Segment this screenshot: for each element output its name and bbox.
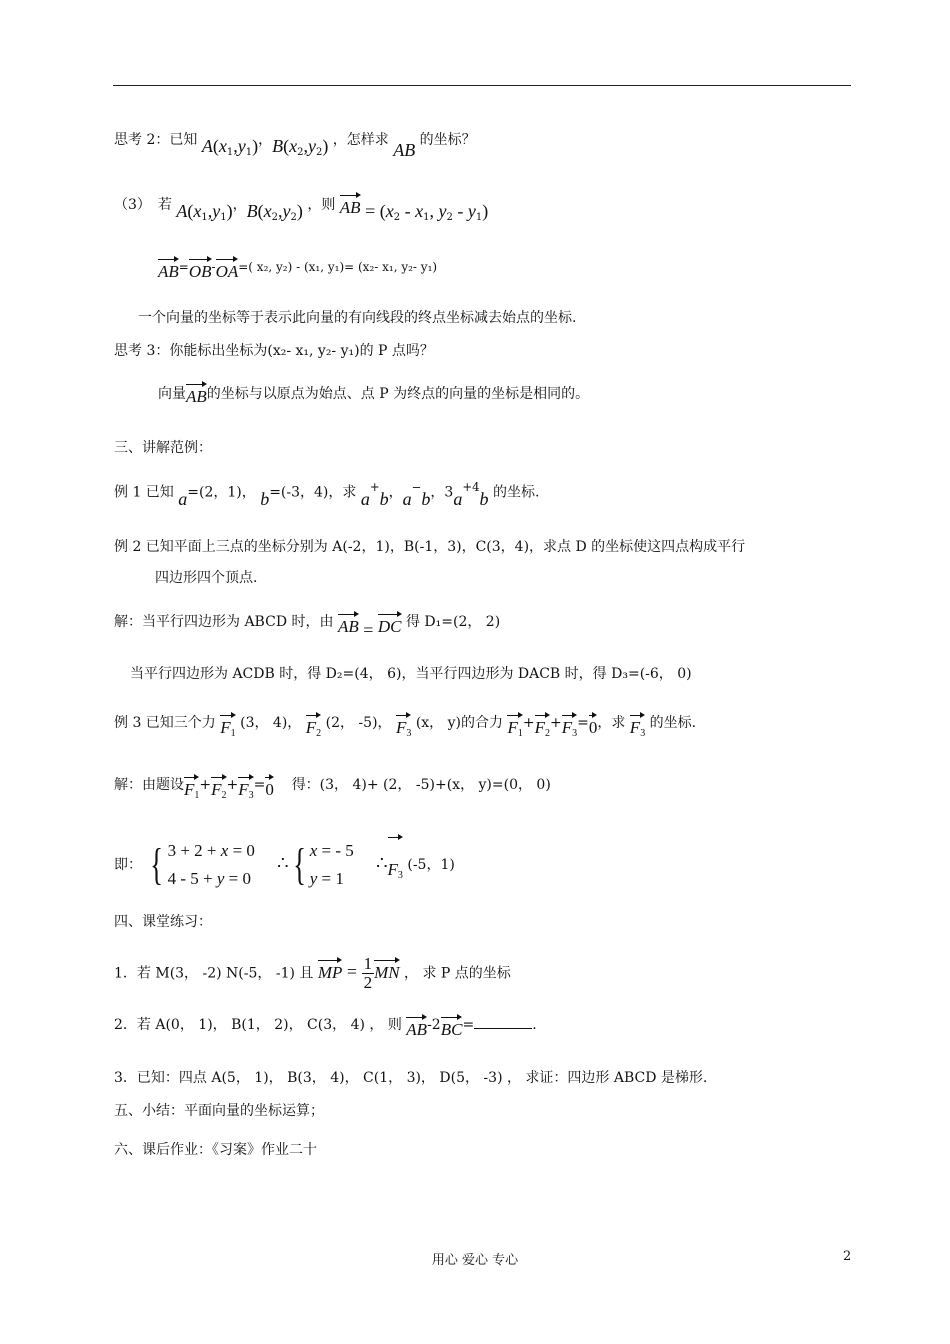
text: 1．若 M(3， -2) N(-5， -1) 且 [114, 965, 314, 982]
vector-difference: AB=OB-OA=( x₂, y₂) - (x₁, y₁)= (x₂- x₁, y₂- y₁) [158, 250, 437, 277]
practice-1: 1．若 M(3， -2) N(-5， -1) 且 MP = $\frac{1}{2}$ MN ， 求 P 点的坐标 [114, 954, 511, 992]
vector-note: 向量AB的坐标与以原点为始点、点 P 为终点的向量的坐标是相同的。 [158, 377, 589, 404]
text: （3） 若 [114, 197, 172, 213]
text: 即： [114, 857, 142, 873]
example-2: 例 2 已知平面上三点的坐标分别为 A(-2，1)，B(-1，3)，C(3，4)，求点 D 的坐标使这四点构成平行 [114, 539, 746, 555]
solution-1: 解：当平行四边形为 ABCD 时，由 AB = DC 得 D₁=(2， 2) [114, 605, 500, 632]
solution-3: 解：由题设$F_1+F_2+F_3=0$ 得：(3， 4)+ (2， -5)+(x， y)=(0， 0) [114, 768, 551, 800]
text: (3， 4)， [240, 715, 302, 731]
text: (-5，1) [407, 857, 455, 873]
text: 2．若 A(0， 1)， B(1， 2)， C(3， 4) ， 则 [114, 1017, 402, 1033]
text: 的坐标？ [419, 132, 476, 148]
page-number: 2 [843, 1249, 852, 1264]
text: 思考 2：已知 [114, 132, 198, 148]
text: 例 3 已知三个力 [114, 715, 216, 731]
text: 向量 [158, 386, 186, 402]
text: 解：由题设 [114, 777, 184, 793]
example-1: 例 1 已知 a=(2，1)， b=(-3，4)，求 a+b，a−b，$3a^{+4}b$ 的坐标. [114, 480, 540, 509]
text: =(2，1)， [187, 484, 256, 501]
text: (x， y)的合力 [415, 715, 504, 731]
text: ， 求 P 点的坐标 [404, 965, 511, 982]
thinking-2: 思考 2：已知 $A(x_1,y_1)$，$B(x_2,y_2)$ ，怎样求 AB 的坐标？ [114, 132, 476, 160]
section-3-heading: 三、讲解范例： [114, 440, 212, 456]
section-4-heading: 四、课堂练习： [114, 914, 212, 930]
text: 解：当平行四边形为 ABCD 时，由 [114, 614, 334, 630]
text: ，怎样求 [332, 132, 389, 148]
text: ，求 [597, 715, 626, 731]
text: =(-3，4)，求 [269, 484, 357, 501]
thinking-3: 思考 3：你能标出坐标为(x₂- x₁, y₂- y₁)的 P 点吗？ [114, 343, 434, 359]
text: ，则 [307, 197, 336, 213]
solution-2: 当平行四边形为 ACDB 时，得 D₂=(4， 6)，当平行四边形为 DACB 时，得 D₃=(-6， 0) [130, 666, 692, 682]
example-2-cont: 四边形四个顶点. [155, 570, 258, 586]
solution-4: 即： { 3 + 2 + x = 0 4 - 5 + y = 0 ∴{ x = - 5 y = 1 $\therefore F_3$ (-5，1) [114, 828, 455, 900]
item-3: （3） 若 $A(x_1,y_1)$，$B(x_2,y_2)$ ，则 AB = ($x_2 - x_1$, $y_2 - y_1$) [114, 188, 488, 220]
text: 例 1 已知 [114, 484, 174, 501]
practice-2: 2．若 A(0， 1)， B(1， 2)， C(3， 4) ， 则 AB-2BC= . [114, 1008, 537, 1035]
header-rule [113, 85, 851, 86]
text: 得 D₁=(2， 2) [405, 614, 501, 630]
text: 的坐标. [649, 715, 697, 731]
footer-text: 用心 爱心 专心 [431, 1253, 519, 1268]
example-3: 例 3 已知三个力 $F_1$ (3， 4)， $F_2$ (2， -5)， $F_3$ (x， y)的合力 $F_1+F_2+F_3=0$，求 $F_3$ 的坐标. [114, 706, 696, 738]
text: =( x₂, y₂) - (x₁, y₁)= (x₂- x₁, y₂- y₁) [238, 260, 438, 274]
text: 得：(3， 4)+ (2， -5)+(x， y)=(0， 0) [291, 777, 551, 793]
section-5-heading: 五、小结：平面向量的坐标运算； [114, 1103, 324, 1119]
text: 的坐标与以原点为始点、点 P 为终点的向量的坐标是相同的。 [206, 386, 590, 402]
text: (2， -5)， [325, 715, 392, 731]
text: 的坐标. [492, 484, 540, 501]
practice-3: 3．已知：四点 A(5， 1)， B(3， 4)， C(1， 3)， D(5， -3) ， 求证：四边形 ABCD 是梯形. [114, 1070, 708, 1086]
conclusion: 一个向量的坐标等于表示此向量的有向线段的终点坐标减去始点的坐标. [138, 310, 577, 326]
section-6-heading: 六、课后作业：《习案》作业二十 [114, 1142, 317, 1158]
